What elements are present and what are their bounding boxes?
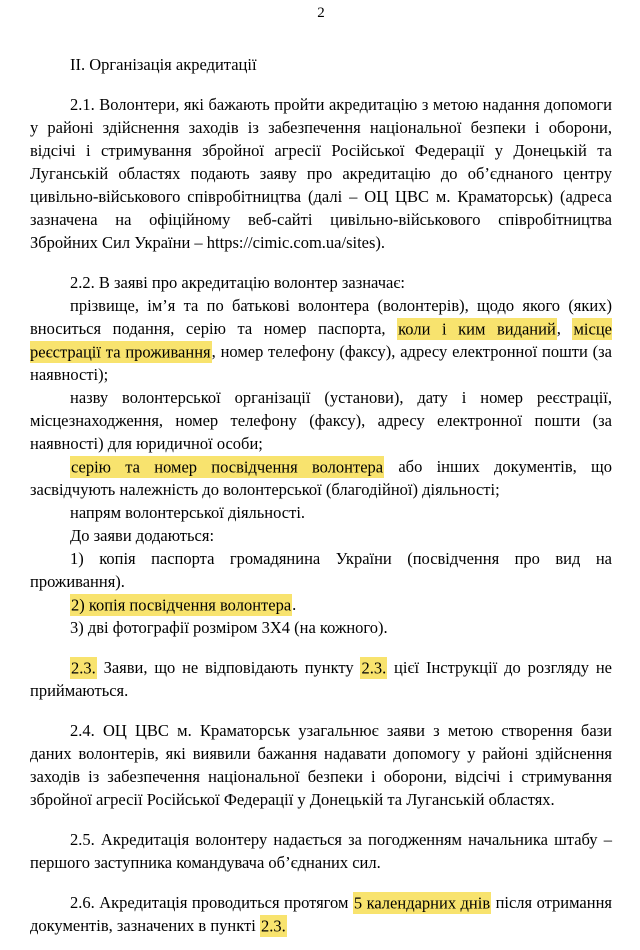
- paragraph: [30, 616, 612, 639]
- text-segment: назву волонтерської організації (установи), дату і номер реєстрації, місцезнаходження, номер телефону (факсу), адресу електронної пошти (за наявності) для юридичної особи;: [30, 388, 612, 453]
- text-segment: або інших документів, що засвідчують належність до волонтерської (благодійної) діяльності;: [30, 457, 612, 499]
- paragraph: [30, 891, 612, 937]
- paragraph: [30, 593, 612, 616]
- text-segment: прізвище, ім’я та по батькові волонтера (волонтерів), щодо якого (яких) вноситься подання, серію та номер паспорта,: [30, 296, 612, 338]
- text-segment: Заяви, що не відповідають пункту: [96, 658, 361, 677]
- text-segment: після отримання документів, зазначених в пункті: [30, 893, 612, 935]
- paragraph: [30, 547, 612, 593]
- paragraph: [30, 386, 612, 455]
- highlighted-segment: 2.3.: [71, 658, 96, 677]
- text-segment: До заяви додаються:: [70, 526, 215, 545]
- paragraph: [30, 271, 612, 294]
- text-segment: 2.5. Акредитація волонтеру надається за погодженням начальника штабу – першого заступника командувача об’єднаних сил.: [30, 830, 612, 872]
- paragraph: [30, 294, 612, 386]
- text-segment: 2.2. В заяві про акредитацію волонтер зазначає:: [70, 273, 405, 292]
- text-segment: цієї Інструкції до розгляду не приймаються.: [30, 658, 612, 700]
- paragraph: [30, 455, 612, 501]
- highlighted-segment: 2.3.: [361, 658, 387, 677]
- paragraph: [30, 93, 612, 254]
- page-number: 2: [317, 5, 325, 21]
- highlighted-segment: 2) копія посвідчення волонтера: [71, 595, 292, 614]
- highlighted-segment: 2.3.: [260, 916, 286, 935]
- paragraph: [30, 524, 612, 547]
- text-segment: 3) дві фотографії розміром 3Х4 (на кожного).: [70, 618, 388, 637]
- paragraph: [30, 501, 612, 524]
- highlighted-segment: місце реєстрації та проживання: [30, 319, 612, 361]
- text-segment: ,: [556, 319, 573, 338]
- text-segment: 2.4. ОЦ ЦВС м. Краматорськ узагальнює заяви з метою створення бази даних волонтерів, які виявили бажання надавати допомогу у районі здійснення заходів із забезпечення національної безпеки і оборони, відсічі і стримування збройної агресії Російської Федерації у Донецькій та Луганській областях.: [30, 721, 612, 809]
- text-segment: напрям волонтерської діяльності.: [70, 503, 306, 522]
- highlighted-segment: серію та номер посвідчення волонтера: [71, 457, 384, 476]
- paragraph: [30, 656, 612, 702]
- text-segment: 1) копія паспорта громадянина України (посвідчення про вид на проживання).: [30, 549, 612, 591]
- text-segment: 2.6. Акредитація проводиться протягом: [70, 893, 353, 912]
- text-segment: 2.1. Волонтери, які бажають пройти акредитацію з метою надання допомоги у районі здійснення заходів із забезпечення національної безпеки і оборони, відсічі і стримування збройної агресії Російської Федерації у Донецькій та Луганській областях подають заяву про акредитацію до об’єднаного центру цивільно-військового співробітництва (далі – ОЦ ЦВС м. Краматорськ) (адреса зазначена на офіційному веб-сайті цивільно-військового співробітництва Збройних Сил України – https://cimic.com.ua/sites).: [30, 95, 612, 252]
- highlighted-segment: коли і ким виданий: [398, 319, 556, 338]
- paragraph: [30, 719, 612, 811]
- text-segment: , номер телефону (факсу), адресу електронної пошти (за наявності);: [30, 342, 612, 384]
- section-heading: II. Організація акредитації: [70, 55, 257, 74]
- paragraph: [30, 828, 612, 874]
- document-body: [30, 93, 612, 937]
- highlighted-segment: 5 календарних днів: [353, 893, 491, 912]
- text-segment: .: [292, 595, 297, 614]
